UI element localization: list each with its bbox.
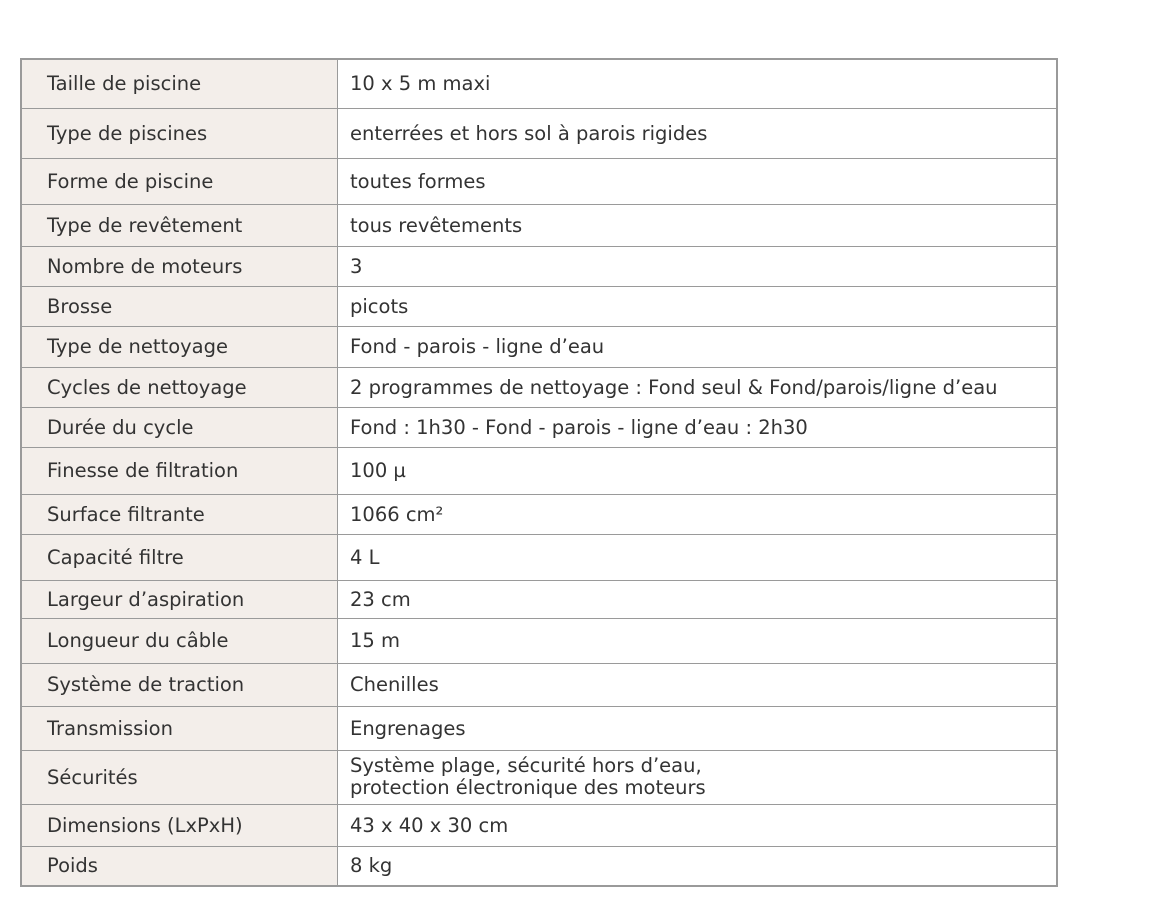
- spec-value: 3: [338, 246, 1058, 286]
- spec-label: Type de nettoyage: [21, 326, 338, 367]
- spec-value: 4 L: [338, 534, 1058, 580]
- spec-value: 8 kg: [338, 846, 1058, 886]
- spec-value-line: Système plage, sécurité hors d’eau,: [350, 754, 702, 777]
- table-row: [21, 286, 1057, 326]
- spec-value: [338, 750, 1058, 804]
- spec-label: Cycles de nettoyage: [21, 367, 338, 407]
- spec-label: Transmission: [21, 706, 338, 750]
- spec-value-line: protection électronique des moteurs: [350, 776, 706, 799]
- spec-label: Forme de piscine: [21, 158, 338, 204]
- table-row: [21, 59, 1057, 108]
- table-row: [21, 618, 1057, 663]
- spec-label: Largeur d’aspiration: [21, 580, 338, 618]
- spec-value: Fond : 1h30 - Fond - parois - ligne d’eau : 2h30: [338, 407, 1058, 447]
- spec-label: Longueur du câble: [21, 618, 338, 663]
- spec-value: tous revêtements: [338, 204, 1058, 246]
- spec-value: 1066 cm²: [338, 494, 1058, 534]
- spec-value: toutes formes: [338, 158, 1058, 204]
- spec-value: Fond - parois - ligne d’eau: [338, 326, 1058, 367]
- spec-value: 2 programmes de nettoyage : Fond seul & Fond/parois/ligne d’eau: [338, 367, 1058, 407]
- spec-value: 15 m: [338, 618, 1058, 663]
- table-row: [21, 204, 1057, 246]
- table-row: [21, 494, 1057, 534]
- table-row: [21, 326, 1057, 367]
- spec-value: Engrenages: [338, 706, 1058, 750]
- table-row: [21, 580, 1057, 618]
- table-row: [21, 804, 1057, 846]
- spec-value: 10 x 5 m maxi: [338, 59, 1058, 108]
- table-row: [21, 846, 1057, 886]
- spec-label: Surface filtrante: [21, 494, 338, 534]
- spec-label: Capacité filtre: [21, 534, 338, 580]
- specifications-table: [20, 58, 1058, 887]
- spec-value: 23 cm: [338, 580, 1058, 618]
- table-row: [21, 407, 1057, 447]
- table-row: [21, 534, 1057, 580]
- spec-label: Nombre de moteurs: [21, 246, 338, 286]
- spec-value: Chenilles: [338, 663, 1058, 706]
- table-row: [21, 367, 1057, 407]
- spec-label: Type de piscines: [21, 108, 338, 158]
- spec-label: Sécurités: [21, 750, 338, 804]
- table-row: [21, 706, 1057, 750]
- spec-label: Durée du cycle: [21, 407, 338, 447]
- spec-label: Système de traction: [21, 663, 338, 706]
- spec-value: picots: [338, 286, 1058, 326]
- spec-value: enterrées et hors sol à parois rigides: [338, 108, 1058, 158]
- spec-label: Dimensions (LxPxH): [21, 804, 338, 846]
- spec-value: 43 x 40 x 30 cm: [338, 804, 1058, 846]
- spec-label: Poids: [21, 846, 338, 886]
- spec-label: Taille de piscine: [21, 59, 338, 108]
- table-row: [21, 663, 1057, 706]
- table-row: [21, 246, 1057, 286]
- table-row: [21, 108, 1057, 158]
- table-row: [21, 447, 1057, 494]
- spec-label: Brosse: [21, 286, 338, 326]
- spec-value: 100 µ: [338, 447, 1058, 494]
- table-row: [21, 158, 1057, 204]
- spec-label: Finesse de filtration: [21, 447, 338, 494]
- spec-label: Type de revêtement: [21, 204, 338, 246]
- table-row: [21, 750, 1057, 804]
